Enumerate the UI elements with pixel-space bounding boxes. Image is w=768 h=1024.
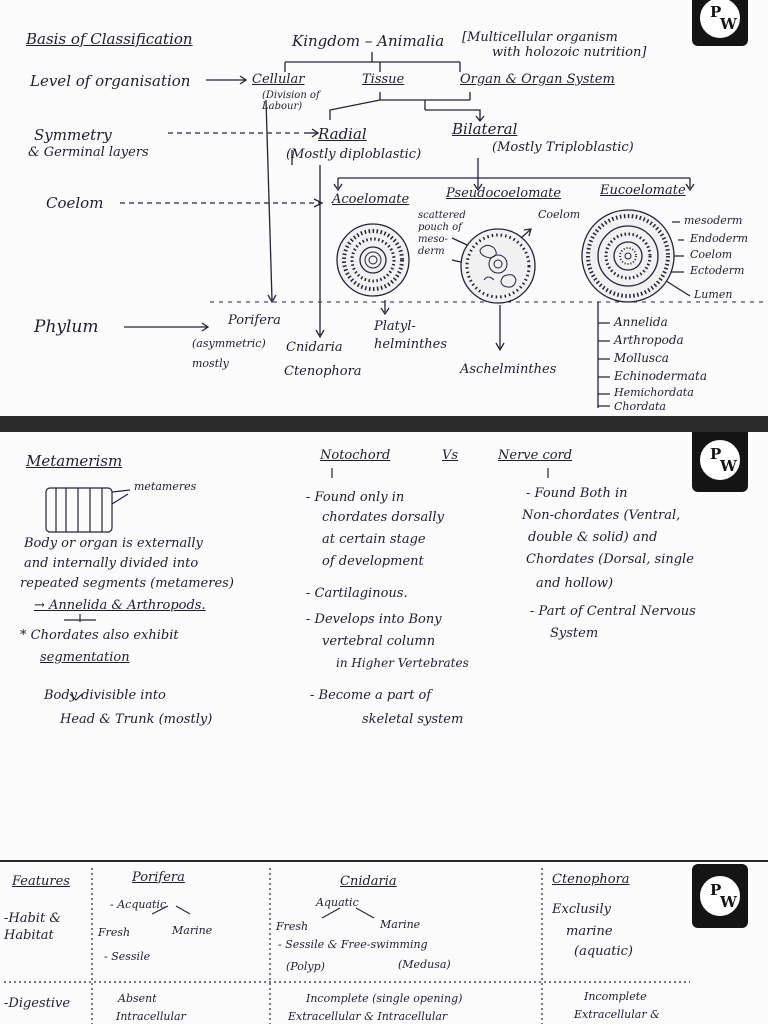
porifera-digestive-1: Absent (118, 992, 157, 1005)
notochord-point-6: - Develops into Bony (306, 612, 442, 627)
pseudocoelomate-diagram (461, 229, 535, 303)
notochord-point-7: vertebral column (322, 634, 436, 649)
page-metamerism (0, 432, 768, 860)
cnidaria-habit-polyp: (Polyp) (286, 960, 325, 973)
page-comparison-table (0, 862, 768, 1024)
layer-endoderm: Endoderm (690, 232, 749, 245)
phylum-chordata: Chordata (614, 400, 666, 413)
nerve-cord-point-5: and hollow) (536, 576, 614, 591)
body-line-2: Head & Trunk (mostly) (60, 712, 213, 727)
porifera-digestive-2: Intracellular (116, 1010, 186, 1023)
notochord-point-10: skeletal system (362, 712, 464, 727)
pseudocoelomate-label: Pseudocoelomate (446, 186, 562, 201)
metamerism-heading: Metamerism (26, 452, 123, 470)
ctenophora-habit-3: (aquatic) (574, 944, 634, 959)
notochord-point-2: chordates dorsally (322, 510, 444, 525)
phylum-label: Phylum (34, 317, 99, 337)
bilateral-note: (Mostly Triploblastic) (492, 140, 634, 155)
organ-system-label: Organ & Organ System (460, 72, 615, 87)
pw-logo-letter-p: P (710, 445, 722, 463)
kingdom-label: Kingdom – Animalia (292, 32, 445, 50)
nerve-cord-heading: Nerve cord (498, 448, 573, 463)
chordates-line-1: * Chordates also exhibit (20, 628, 179, 643)
ctenophora-digestive-1: Incomplete (584, 990, 647, 1003)
body-line-1: Body divisible into (44, 688, 166, 703)
cnidaria-habit-sessile: - Sessile & Free-swimming (278, 938, 428, 951)
porifera-habit-aquatic: - Acquatic (110, 898, 167, 911)
phylum-echinodermata: Echinodermata (614, 369, 708, 383)
kingdom-note-1: [Multicellular organism (462, 30, 618, 45)
digestive-label: -Digestive (4, 996, 71, 1011)
pw-logo-letter-p: P (710, 3, 722, 21)
porifera-header: Porifera (132, 870, 185, 885)
metameres-label: metameres (134, 480, 197, 493)
nerve-cord-point-1: - Found Both in (526, 486, 628, 501)
aschelminthes-label: Aschelminthes (460, 362, 557, 377)
ctenophora-label: Ctenophora (284, 364, 362, 379)
cnidaria-habit-medusa: (Medusa) (398, 958, 451, 971)
meta-line-2: and internally divided into (24, 556, 199, 571)
notochord-point-3: at certain stage (322, 532, 426, 547)
notochord-point-9: - Become a part of (310, 688, 432, 703)
acoelomate-label: Acoelomate (332, 192, 410, 207)
division-of-labour: (Division of Labour) (262, 90, 320, 112)
symmetry-label: Symmetry (34, 126, 112, 144)
notochord-point-5: - Cartilaginous. (306, 586, 408, 601)
ctenophora-digestive-2: Extracellular & (574, 1008, 660, 1021)
nerve-cord-point-4: Chordates (Dorsal, single (526, 552, 694, 567)
nerve-cord-point-2: Non-chordates (Ventral, (522, 508, 681, 523)
kingdom-note-2: with holozoic nutrition] (492, 45, 647, 60)
pw-logo-letter-p: P (710, 881, 722, 899)
acoelomate-diagram (337, 224, 409, 296)
meta-line-3: repeated segments (metameres) (20, 576, 234, 591)
tissue-label: Tissue (362, 72, 405, 87)
nerve-cord-point-7: System (550, 626, 599, 641)
cnidaria-habit-aquatic: Aquatic (316, 896, 359, 909)
pw-logo-letter-w: W (720, 457, 737, 475)
pw-logo-letter-w: W (720, 15, 737, 33)
germinal-layers-label: & Germinal layers (28, 145, 149, 160)
cnidaria-label: Cnidaria (286, 340, 343, 355)
notochord-point-8: in Higher Vertebrates (336, 656, 469, 670)
nerve-cord-point-3: double & solid) and (528, 530, 658, 545)
cnidaria-header: Cnidaria (340, 874, 397, 889)
meta-line-1: Body or organ is externally (24, 536, 203, 551)
porifera-note: (asymmetric) mostly (192, 337, 266, 370)
ctenophora-habit-2: marine (566, 924, 613, 939)
notochord-heading: Notochord (320, 448, 391, 463)
phylum-mollusca: Mollusca (614, 351, 669, 365)
cellular-label: Cellular (252, 72, 305, 87)
phylum-annelida: Annelida (614, 315, 668, 329)
chordates-line-2: segmentation (40, 650, 130, 665)
pw-logo-letter-w: W (720, 893, 737, 911)
level-of-organisation: Level of organisation (30, 72, 191, 90)
basis-heading: Basis of Classification (26, 30, 193, 48)
radial-note: (Mostly diploblastic) (286, 147, 422, 162)
ctenophora-header: Ctenophora (552, 872, 630, 887)
porifera-habit-sessile: - Sessile (104, 950, 151, 963)
pseudo-coelom-label: Coelom (538, 208, 581, 221)
eucoelomate-label: Eucoelomate (600, 183, 686, 198)
ctenophora-habit-1: Exclusily (552, 902, 611, 917)
eucoelomate-diagram (582, 210, 674, 302)
phylum-hemichordata: Hemichordata (614, 386, 694, 399)
cnidaria-digestive-1: Incomplete (single opening) (306, 992, 463, 1005)
layer-ectoderm: Ectoderm (690, 264, 745, 277)
cnidaria-habit-marine: Marine (380, 918, 421, 931)
porifera-label: Porifera (228, 313, 281, 328)
page-classification (0, 0, 768, 416)
platyhelminthes-label: Platyl-helminthes (374, 319, 448, 352)
nerve-cord-point-6: - Part of Central Nervous (530, 604, 696, 619)
cnidaria-habit-fresh: Fresh (276, 920, 309, 933)
layer-lumen: Lumen (694, 288, 733, 301)
meta-line-4: → Annelida & Arthropods. (34, 598, 206, 613)
coelom-label: Coelom (46, 194, 104, 212)
porifera-habit-marine: Marine (172, 924, 213, 937)
habit-label: -Habit & Habitat (4, 911, 61, 943)
layer-coelom: Coelom (690, 248, 733, 261)
layer-mesoderm: mesoderm (684, 214, 743, 227)
notochord-point-1: - Found only in (306, 490, 405, 505)
phylum-arthropoda: Arthropoda (614, 333, 684, 347)
vs-label: Vs (442, 448, 459, 463)
features-header: Features (12, 874, 70, 889)
cnidaria-digestive-2: Extracellular & Intracellular (288, 1010, 448, 1023)
bilateral-label: Bilateral (452, 120, 518, 138)
radial-label: Radial (318, 125, 367, 143)
scattered-pouch-label: scattered pouch of meso-derm (418, 210, 466, 257)
porifera-habit-fresh: Fresh (98, 926, 131, 939)
notochord-point-4: of development (322, 554, 424, 569)
